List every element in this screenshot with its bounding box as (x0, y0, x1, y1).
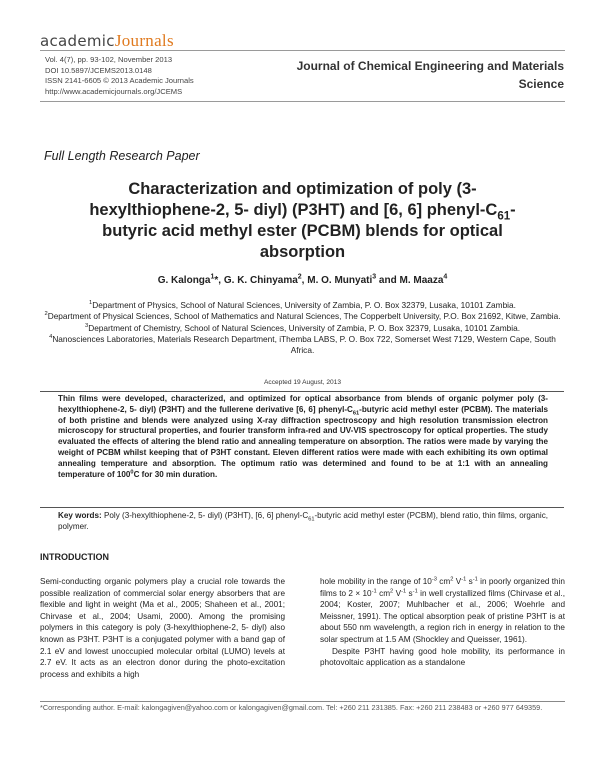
affiliation (40, 334, 565, 357)
title-line1: Characterization and optimization of poly (3- (128, 180, 477, 198)
keywords (58, 511, 548, 533)
author-list (40, 275, 565, 286)
title-line3: butyric acid methyl ester (PCBM) blends for optical (102, 222, 503, 240)
affiliation-sup: 3 (84, 322, 89, 329)
abstract-part2: -butyric acid methyl ester (PCBM). The materials of both pristine and blends were analyzed using X-ray diffraction spectroscopy and high resolution transmission electron microscopy for structural properties, and fourier transform infra-red and UV-VIS spectroscopy for optical properties. The study evaluated the effects of altering the blend ratio and annealing temperature on absorption. The ratios were made by varying the weight of PCBM whilst keeping that of P3HT constant. Eleven different ratios were made with each exhibiting its own optimal annealing temperature and absorption. The optimum ratio was determined and found to be at 1:1 with an annealing temperature of 100 (58, 404, 548, 479)
text-run: in well crystallized films (Chirvase et al., 2004; Koster, 2007; Muhlbacher et al., 2006; Woehrle and Meissner, 1991). The optical absorption peak of pristine P3HT is at about 550 nm wavelength, a region rich in energy in relation to the solar spectrum at 1.5 AM (Shockley and Queisser, 1961). (320, 588, 565, 644)
corresponding-mark: * (214, 275, 219, 286)
superscript: -3 (431, 576, 437, 583)
text-run: V (393, 588, 402, 598)
superscript: 2 (450, 576, 454, 583)
author-name: G. Kalonga (157, 275, 211, 286)
author-and: and (376, 275, 400, 286)
affiliation-text: Department of Physics, School of Natural Sciences, University of Zambia, P. O. Box 32379, Lusaka, 10101 Zambia. (92, 300, 516, 310)
logo-academic: academic (40, 32, 115, 50)
meta-issn: ISSN 2141-6605 © 2013 Academic Journals (45, 76, 194, 86)
author-sup: 2 (297, 273, 302, 281)
journal-name-line2: Science (518, 77, 564, 91)
abstract-text (58, 394, 548, 480)
accepted-date: Accepted 19 August, 2013 (264, 379, 341, 386)
affiliation (40, 323, 565, 334)
author-separator: , (301, 275, 308, 286)
text-run: s (406, 588, 413, 598)
text-run: V (453, 577, 462, 586)
author-separator: , (218, 275, 224, 286)
paragraph: Semi-conducting organic polymers play a crucial role towards the possible realization of commercial solar energy absorbers that are flexible and light in weight (Ma et al., 2005; Shaheen et al., 2001; Chirvase et al., 2004; Usami, 2000). Among the promising polymers in this category is poly (3-hexylthiophene-2, 5- diyl) also known as P3HT. P3HT is a conjugated polymer with a band gap of 2.1 eV and lowest unoccupied molecular orbital (LUMO) levels at 2.7 eV. It acts as an electron donor during the photo-excitation process and exhibits a high (40, 577, 285, 679)
author-sup: 4 (443, 273, 448, 281)
superscript: -1 (461, 576, 467, 583)
keywords-part2: -butyric acid methyl ester (PCBM), blend ratio, thin films, organic, polymer. (58, 511, 548, 531)
journal-logo (40, 31, 174, 51)
title-line2-dash: - (510, 201, 516, 219)
body-column-left (40, 576, 285, 680)
corresponding-author-footnote: *Corresponding author. E-mail: kalongagiven@yahoo.com or kalongagiven@gmail.com. Tel: +260 211 231385. Fax: +260 211 238483 or +260 977 649359. (40, 703, 543, 712)
superscript: -1 (472, 576, 478, 583)
text-run: in poorly organized thin films to 2 × 10 (320, 577, 565, 598)
footnote-rule (40, 701, 565, 702)
affiliation-sup: 1 (89, 300, 93, 307)
abstract-superscript: 0 (130, 468, 134, 475)
journal-name-line1: Journal of Chemical Engineering and Materials (296, 59, 564, 73)
affiliations (40, 300, 565, 356)
affiliation-sup: 4 (49, 334, 53, 341)
paper-type: Full Length Research Paper (44, 149, 200, 163)
affiliation-text: Department of Physical Sciences, School of Mathematics and Natural Sciences, The Copperbelt University, P.O. Box 21692, Kitwe, Zambia. (47, 311, 561, 322)
title-line2 (40, 200, 565, 221)
text-run: s (466, 577, 473, 586)
affiliation-text: Nanosciences Laboratories, Materials Research Department, iThemba LABS, P. O. Box 722, Somerset West 7129, Western Cape, South Africa. (52, 333, 556, 356)
affiliation-sup: 2 (44, 311, 48, 318)
affiliation (40, 300, 565, 311)
title-line2-text: hexylthiophene-2, 5- diyl) (P3HT) and [6, 6] phenyl-C (89, 201, 498, 219)
section-heading-introduction: INTRODUCTION (40, 552, 109, 562)
keywords-subscript: 61 (308, 516, 315, 523)
title-subscript: 61 (497, 210, 511, 223)
paragraph: Despite P3HT having good hole mobility, its performance in photovoltaic application as a standalone (320, 646, 565, 668)
meta-volume: Vol. 4(7), pp. 93-102, November 2013 (45, 55, 173, 64)
superscript: -1 (401, 587, 407, 594)
affiliation (40, 311, 565, 322)
meta-url[interactable]: http://www.academicjournals.org/JCEMS (45, 86, 183, 96)
superscript: -1 (371, 587, 377, 594)
body-column-right (320, 576, 565, 669)
publication-meta (45, 55, 194, 97)
affiliation-text: Department of Chemistry, School of Natural Sciences, University of Zambia, P. O. Box 32379, Lusaka, 10101 Zambia. (88, 322, 521, 333)
abstract-subscript: 61 (352, 410, 360, 417)
text-run: hole mobility in the range of 10 (320, 577, 432, 586)
abstract-part3: C for 30 min duration. (133, 469, 218, 479)
author-name: M. Maaza (399, 275, 444, 286)
logo-journals: Journals (114, 31, 174, 50)
superscript: -1 (412, 587, 418, 594)
author-sup: 1 (210, 273, 215, 281)
meta-doi: DOI 10.5897/JCEMS2013.0148 (45, 65, 152, 75)
superscript: 2 (390, 587, 394, 594)
keywords-part1: Poly (3-hexylthiophene-2, 5- diyl) (P3HT), [6, 6] phenyl-C (101, 511, 309, 520)
header-rule-bottom (40, 101, 565, 102)
text-run: cm (376, 588, 391, 598)
keywords-label: Key words: (58, 511, 102, 520)
abstract-part1: Thin films were developed, characterized, and optimized for optical absorbance from blends of organic polymer poly (3-hexylthiophene-2, 5- diyl) (P3HT) and the fullerene derivative [6, 6] phenyl-C (58, 394, 548, 414)
title-line4: absorption (259, 243, 346, 261)
journal-name (264, 57, 564, 93)
author-name: M. O. Munyati (307, 275, 373, 286)
text-run: cm (436, 577, 451, 586)
header-rule-top (40, 50, 565, 51)
author-sup: 3 (372, 273, 377, 281)
paper-title (40, 179, 565, 263)
author-name: G. K. Chinyama (223, 275, 298, 286)
paragraph (320, 576, 565, 646)
